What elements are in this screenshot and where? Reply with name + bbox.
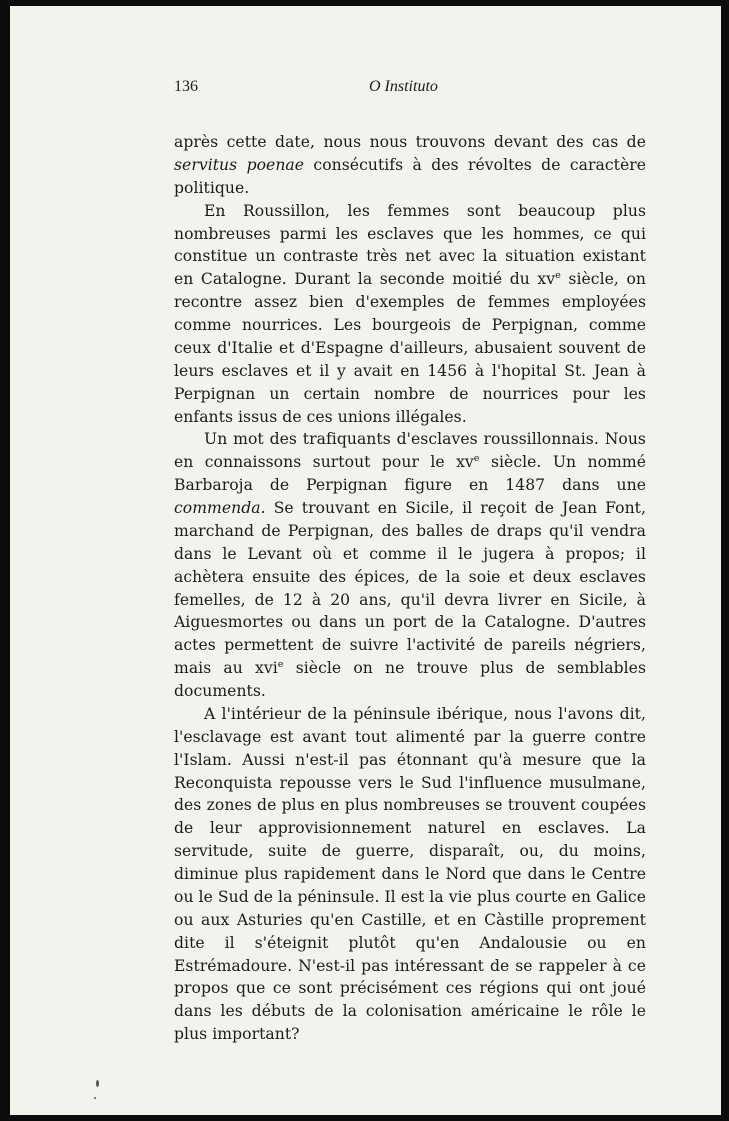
text-run: siècle, on recontre assez bien d'exemples de femmes employées comme nourrices. Les bourgeois de Perpignan, comme ceux d'Italie et d'Espagne d'ailleurs, abusaient souvent de leurs esclaves et il y avait en 1456 à l'hopital St. Jean à Perpignan un certain nombre de nourrices pour les enfants issus de ces unions illégales. bbox=[174, 270, 646, 426]
superscript: e bbox=[555, 270, 561, 282]
text-run: En Roussillon, les femmes sont beaucoup plus nombreuses parmi les esclaves que les hommes, ce qui constitue un contraste très net avec la situation existant en Catalogne. Durant la seconde moitié du xv bbox=[174, 201, 646, 289]
journal-title: O Instituto bbox=[369, 78, 438, 95]
text-run: après cette date, nous nous trouvons devant des cas de bbox=[174, 133, 646, 151]
body-text bbox=[174, 131, 646, 1046]
text-run: Se trouvant en Sicile, il reçoit de Jean Font, marchand de Perpignan, des balles de draps qu'il vendra dans le Levant où et comme il le jugera à propos; il achètera ensuite des épices, de la soie et deux esclaves femelles, de 12 à 20 ans, qu'il devra livrer en Sicile, à Aiguesmortes ou dans un port de la Catalogne. D'autres actes permettent de suivre l'activité de pareils négriers, mais au xvi bbox=[174, 499, 646, 678]
paragraph bbox=[174, 703, 646, 1046]
text-run: consécutifs à des révoltes de caractère politique. bbox=[174, 155, 647, 197]
text-run: siècle. Un nommé Barbaroja de Perpignan figure en 1487 dans une bbox=[174, 453, 646, 495]
running-header bbox=[174, 78, 632, 100]
italic-text: commenda. bbox=[174, 499, 266, 517]
paragraph bbox=[174, 428, 646, 703]
page-number: 136 bbox=[174, 78, 198, 95]
superscript: e bbox=[473, 453, 480, 465]
text-run: siècle on ne trouve plus de semblables documents. bbox=[174, 659, 647, 700]
text-run: Un mot des trafiquants d'esclaves roussillonnais. Nous en connaissons surtout pour le xv bbox=[174, 430, 646, 472]
paragraph bbox=[174, 131, 646, 200]
paragraph bbox=[174, 200, 646, 429]
scan-speck bbox=[94, 1097, 96, 1099]
italic-text: servitus poenae bbox=[174, 155, 305, 174]
scan-speck bbox=[96, 1080, 99, 1087]
superscript: e bbox=[277, 658, 284, 670]
text-run: A l'intérieur de la péninsule ibérique, nous l'avons dit, l'esclavage est avant tout alimenté par la guerre contre l'Islam. Aussi n'est-il pas étonnant qu'à mesure que la Reconquista repousse vers le Sud l'influence musulmane, des zones de plus en plus nombreuses se trouvent coupées de leur approvisionnement naturel en esclaves. La servitude, suite de guerre, disparaît, ou, du moins, diminue plus rapidement dans le Nord que dans le Centre ou le Sud de la péninsule. Il est la vie plus courte en Galice ou aux Asturies qu'en Castille, et en Càstille proprement dite il s'éteignit plutôt qu'en Andalousie ou en Estrémadoure. N'est-il pas intéressant de se rappeler à ce propos que ce sont précisément ces régions qui ont joué dans les débuts de la colonisation américaine le rôle le plus important? bbox=[174, 704, 646, 1044]
